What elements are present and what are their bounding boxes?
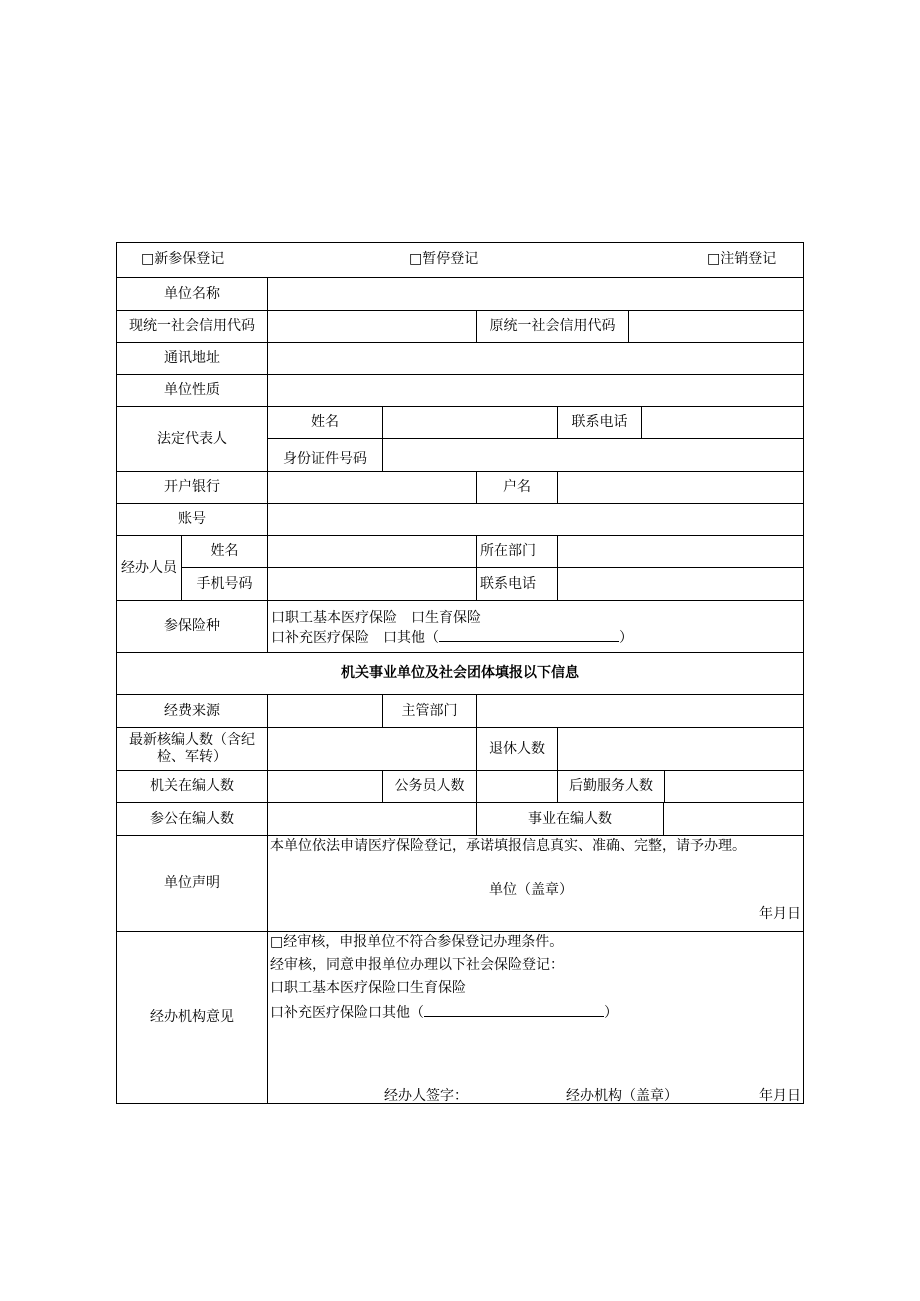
logistics-label: 后勤服务人数 [557,770,665,803]
legal-rep-phone-field[interactable] [641,406,804,439]
handler-dept-label: 所在部门 [476,535,558,568]
public-inst-staff-field[interactable] [663,802,804,836]
ref-civil-staff-label: 参公在编人数 [116,802,268,836]
agency-opinion-box [267,931,804,1104]
old-credit-code-field[interactable] [628,310,804,343]
handler-phone-label: 联系电话 [476,567,558,601]
declaration-box [267,835,804,932]
agency-opinion-label: 经办机构意见 [116,931,268,1104]
legal-rep-id-label: 身份证件号码 [267,438,383,472]
account-number-label: 账号 [116,503,268,536]
logistics-field[interactable] [664,770,804,803]
legal-rep-id-field[interactable] [382,438,804,472]
insurance-line-2[interactable]: 口补充医疗保险 口其他（ ） [271,630,633,646]
handler-name-field[interactable] [267,535,477,568]
retired-label: 退休人数 [476,727,558,771]
declaration-date: 年月日 [759,906,801,922]
handler-name-label: 姓名 [181,535,268,568]
option-cancel-registration[interactable]: □注销登记 [707,251,777,267]
option-new-registration[interactable]: □新参保登记 [141,251,225,267]
funding-source-label: 经费来源 [116,694,268,728]
legal-rep-name-label: 姓名 [267,406,383,439]
declaration-text: 本单位依法申请医疗保险登记，承诺填报信息真实、准确、完整，请予办理。 [270,838,746,854]
unit-nature-field[interactable] [267,374,804,407]
insurance-other-blank[interactable] [439,628,619,642]
latest-staff-label: 最新核编人数（含纪检、军转） [116,727,268,771]
option-suspend-registration[interactable]: □暂停登记 [409,251,479,267]
opinion-approve-text: 经审核，同意申报单位办理以下社会保险登记： [270,957,564,973]
account-number-field[interactable] [267,503,804,536]
ref-civil-staff-field[interactable] [267,802,477,836]
legal-rep-phone-label: 联系电话 [557,406,642,439]
legal-rep-name-field[interactable] [382,406,558,439]
legal-rep-label: 法定代表人 [116,406,268,472]
opinion-date: 年月日 [759,1088,801,1104]
opinion-line-3[interactable]: 口职工基本医疗保险口生育保险 [270,980,466,996]
bank-field[interactable] [267,471,477,504]
bank-label: 开户银行 [116,471,268,504]
civil-servant-field[interactable] [476,770,558,803]
opinion-line-4[interactable]: 口补充医疗保险口其他（ ） [270,1005,618,1021]
old-credit-code-label: 原统一社会信用代码 [476,310,629,343]
retired-field[interactable] [557,727,804,771]
declaration-label: 单位声明 [116,835,268,932]
latest-staff-field[interactable] [267,727,477,771]
insurance-line-1[interactable]: 口职工基本医疗保险 口生育保险 [271,610,481,626]
handler-phone-field[interactable] [557,567,804,601]
handler-label: 经办人员 [116,535,182,601]
unit-name-field[interactable] [267,277,804,311]
declaration-seal: 单位（盖章） [489,882,573,898]
unit-name-label: 单位名称 [116,277,268,311]
registration-type-row [116,242,804,278]
insurance-type-label: 参保险种 [116,600,268,653]
agency-seal: 经办机构（盖章） [566,1088,678,1104]
civil-servant-label: 公务员人数 [382,770,477,803]
new-credit-code-field[interactable] [267,310,477,343]
section-title: 机关事业单位及社会团体填报以下信息 [116,652,804,695]
handler-mobile-label: 手机号码 [181,567,268,601]
account-name-label: 户名 [476,471,558,504]
insurance-type-options [267,600,804,653]
address-field[interactable] [267,342,804,375]
agency-staff-label: 机关在编人数 [116,770,268,803]
public-inst-staff-label: 事业在编人数 [476,802,664,836]
handler-signature: 经办人签字： [384,1088,468,1104]
handler-dept-field[interactable] [557,535,804,568]
supervisor-label: 主管部门 [382,694,477,728]
unit-nature-label: 单位性质 [116,374,268,407]
funding-source-field[interactable] [267,694,383,728]
new-credit-code-label: 现统一社会信用代码 [116,310,268,343]
opinion-other-blank[interactable] [424,1003,604,1017]
supervisor-field[interactable] [476,694,804,728]
handler-mobile-field[interactable] [267,567,477,601]
account-name-field[interactable] [557,471,804,504]
opinion-reject-option[interactable]: □经审核，申报单位不符合参保登记办理条件。 [270,934,564,950]
agency-staff-field[interactable] [267,770,383,803]
address-label: 通讯地址 [116,342,268,375]
